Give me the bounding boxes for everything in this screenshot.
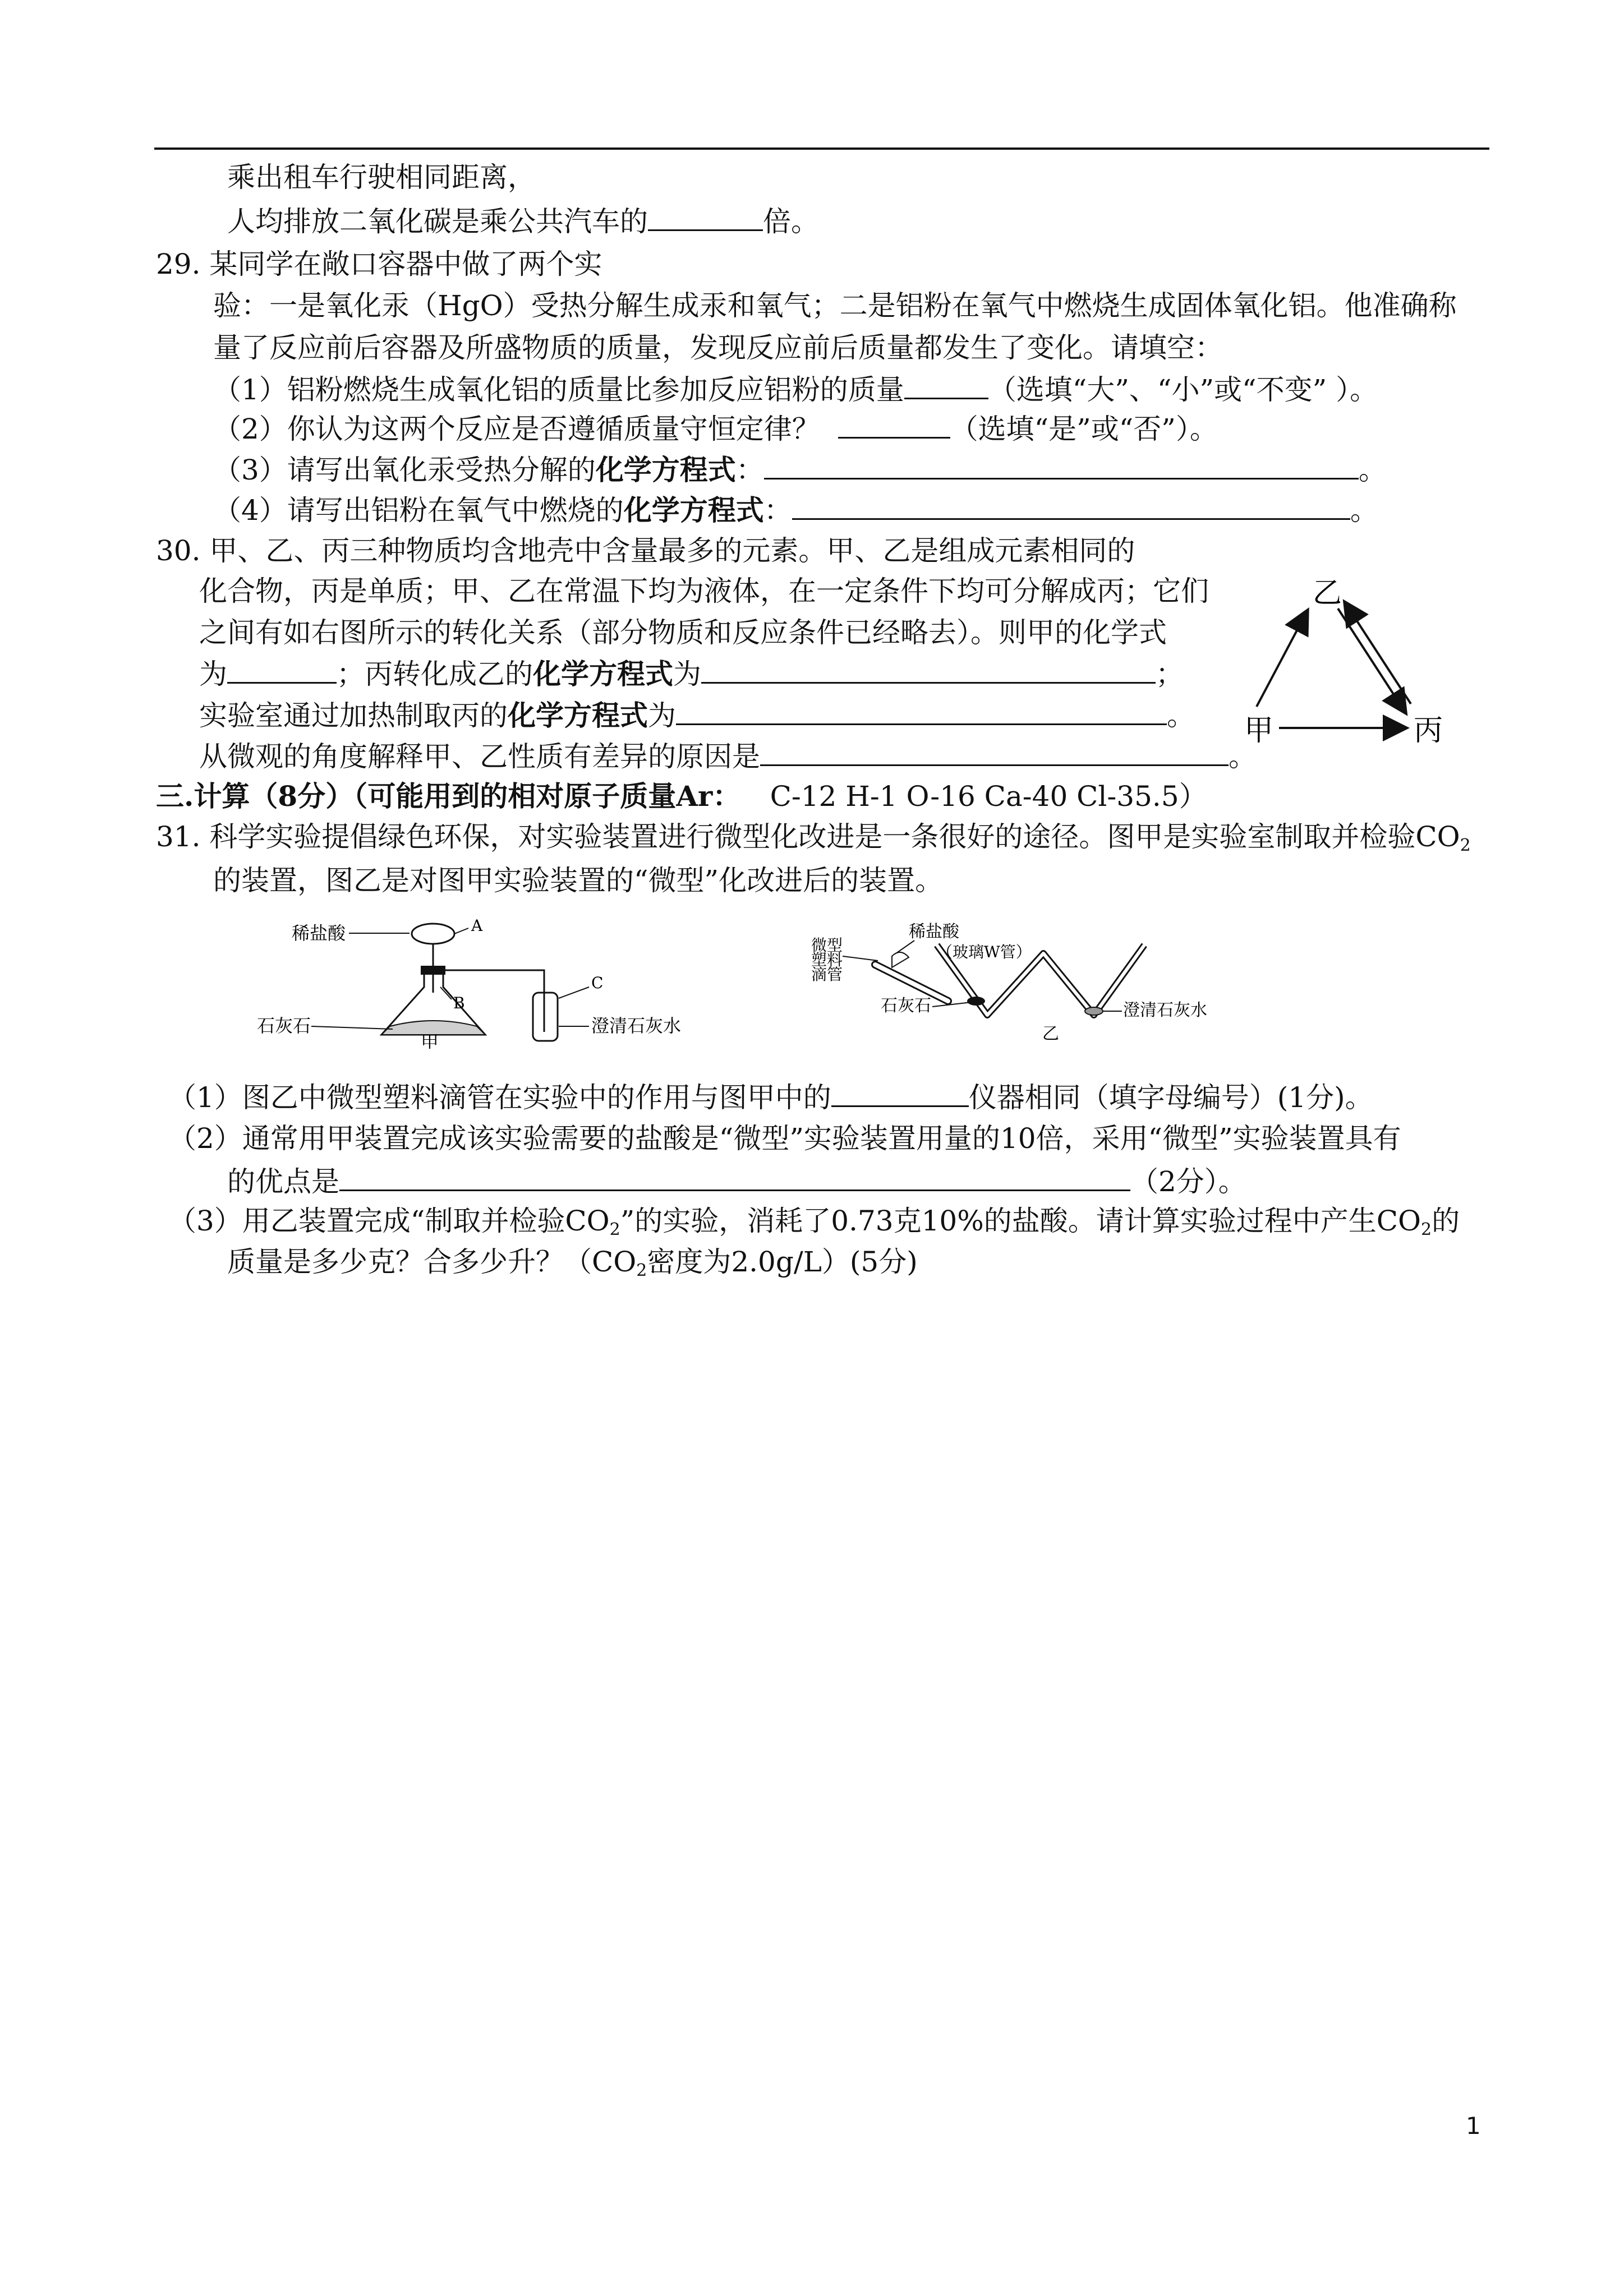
- fig-jia-label-B: B: [453, 994, 465, 1012]
- q28-line2: 人均排放二氧化碳是乘公共汽车的 倍。: [227, 198, 819, 244]
- q30-blank-eq1[interactable]: [701, 651, 1156, 684]
- page-number: 1: [1466, 2112, 1481, 2140]
- q31-head: 31. 科学实验提倡绿色环保，对实验装置进行微型化改进是一条很好的途径。图甲是实验室制取并检验$CO_2$: [156, 820, 1471, 855]
- fig-yi-label-acid: 稀盐酸: [909, 922, 959, 942]
- fig-yi-label-stone: 石灰石: [881, 996, 931, 1016]
- test-tube: [533, 993, 558, 1041]
- fig-jia-label-A: A: [471, 916, 483, 935]
- q31-sub1: （1）图乙中微型塑料滴管在实验中的作用与图甲中的 仪器相同（填字母编号）(1分)。: [168, 1074, 1373, 1120]
- q30-blank-eq2[interactable]: [676, 692, 1167, 725]
- q30-head: 30. 甲、乙、丙三种物质均含地壳中含量最多的元素。甲、乙是组成元素相同的: [156, 534, 1135, 567]
- fig-jia-label-acid: 稀盐酸: [292, 923, 346, 944]
- q29-sub4: （4）请写出铝粉在氧气中燃烧的化学方程式： 。: [213, 487, 1378, 533]
- section3-title: 三.计算（8分）（可能用到的相对原子质量Ar： C-12 H-1 O-16 Ca-40 Cl-35.5）: [156, 780, 1207, 813]
- q30-line5: 从微观的角度解释甲、乙性质有差异的原因是 。: [199, 733, 1257, 779]
- q30-line1: 化合物，丙是单质；甲、乙在常温下均为液体，在一定条件下均可分解成丙；它们: [199, 575, 1209, 607]
- q29-blank-4[interactable]: [792, 487, 1350, 520]
- q31-blank-2[interactable]: [339, 1158, 1130, 1191]
- q31-sub3-line2: 质量是多少克？合多少升？（$CO_2$密度为2.0g/L）(5分): [227, 1246, 918, 1280]
- arrow-jia-to-yi: [1257, 611, 1307, 707]
- fig-yi-label-water: 澄清石灰水: [1123, 1001, 1207, 1020]
- q29-line2: 量了反应前后容器及所盛物质的质量，发现反应前后质量都发生了变化。请填空：: [213, 331, 1223, 364]
- fig-jia-label-water: 澄清石灰水: [591, 1015, 682, 1036]
- q29-blank-3[interactable]: [764, 446, 1359, 480]
- q29-sub1: （1）铝粉燃烧生成氧化铝的质量比参加反应铝粉的质量 （选填“大”、“小”或“不变” ）。: [213, 366, 1378, 412]
- fig-yi-label-tube-1: 微型: [811, 936, 843, 955]
- q29-sub3: （3）请写出氧化汞受热分解的化学方程式： 。: [213, 446, 1387, 492]
- stopper: [421, 966, 445, 975]
- q30-blank-reason[interactable]: [760, 733, 1229, 766]
- q29-blank-2[interactable]: [838, 405, 950, 439]
- arrow-yi-to-bing: [1338, 608, 1405, 712]
- limestone-dot: [967, 997, 985, 1006]
- arrow-bing-to-yi: [1345, 603, 1411, 704]
- node-bing: 丙: [1414, 714, 1443, 748]
- fig-yi-caption: 乙: [1042, 1024, 1059, 1040]
- fig-jia-label-stone: 石灰石: [257, 1015, 311, 1036]
- q31-sub3-line1: （3）用乙装置完成“制取并检验$CO_2$”的实验，消耗了0.73克10%的盐酸。请计算实验过程中产生$CO_2$的: [168, 1205, 1460, 1239]
- node-yi: 乙: [1313, 577, 1342, 610]
- q31-figure-jia: [252, 914, 746, 1049]
- q30-line3: 为 ；丙转化成乙的化学方程式为 ；: [199, 651, 1184, 697]
- fig-yi-label-tube-2: 塑料: [811, 951, 843, 969]
- node-jia: 甲: [1244, 714, 1274, 748]
- fig-yi-label-tube-3: 滴管: [811, 965, 843, 984]
- q29-head: 29. 某同学在敞口容器中做了两个实: [156, 248, 602, 280]
- limewater-dot: [1085, 1007, 1103, 1015]
- header-rule: [154, 147, 1489, 150]
- fig-jia-label-C: C: [591, 974, 604, 992]
- q30-line2: 之间有如右图所示的转化关系（部分物质和反应条件已经略去）。则甲的化学式: [199, 616, 1167, 649]
- q29-blank-1[interactable]: [904, 366, 988, 399]
- q29-line1: 验：一是氧化汞（HgO）受热分解生成汞和氧气；二是铝粉在氧气中燃烧生成固体氧化铝。他准确称: [213, 289, 1457, 322]
- q30-line4: 实验室通过加热制取丙的化学方程式为 。: [199, 692, 1195, 738]
- q31-figure-yi: [808, 917, 1313, 1040]
- separatory-funnel: [412, 924, 454, 944]
- fig-jia-caption: 甲: [421, 1032, 439, 1049]
- q31-blank-1[interactable]: [831, 1074, 969, 1107]
- q31-sub2-line1: （2）通常用甲装置完成该实验需要的盐酸是“微型”实验装置用量的10倍，采用“微型”实验装置具有: [168, 1122, 1401, 1155]
- q28-line1: 乘出租车行驶相同距离，: [227, 161, 536, 193]
- q28-answer-blank[interactable]: [648, 198, 763, 231]
- fig-yi-label-w: （玻璃W管）: [937, 943, 1032, 961]
- q29-sub2: （2）你认为这两个反应是否遵循质量守恒定律？ （选填“是”或“否”）。: [213, 405, 1218, 451]
- q30-transformation-diagram: [1234, 572, 1492, 757]
- q31-sub2-line2: 的优点是 （2分）。: [227, 1158, 1246, 1204]
- q30-blank-formula[interactable]: [227, 651, 337, 684]
- q31-line1: 的装置，图乙是对图甲实验装置的“微型”化改进后的装置。: [213, 864, 944, 897]
